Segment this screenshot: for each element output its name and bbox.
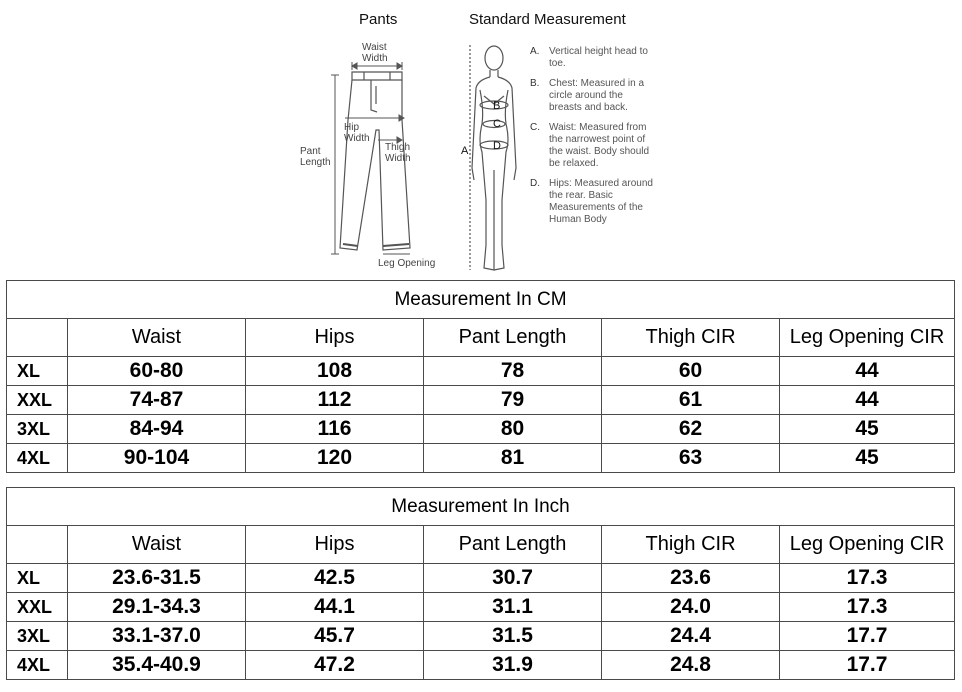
table-caption: Measurement In CM	[7, 281, 955, 319]
column-header	[7, 319, 68, 357]
table-cell: 17.7	[780, 651, 955, 680]
table-cell: 35.4-40.9	[68, 651, 246, 680]
legend-item: A. Vertical height head to toe.	[530, 46, 648, 69]
table-cell: 29.1-34.3	[68, 593, 246, 622]
table-cell: 63	[602, 444, 780, 473]
body-letter-c: C	[493, 118, 501, 130]
size-label: XXL	[7, 386, 68, 415]
table-cell: 116	[246, 415, 424, 444]
table-header-row	[7, 526, 955, 564]
table-cell: 60-80	[68, 357, 246, 386]
table-cell: 45.7	[246, 622, 424, 651]
diagram-illustration	[0, 0, 962, 280]
table-cell: 44	[780, 386, 955, 415]
table-row	[7, 651, 955, 680]
table-cell: 62	[602, 415, 780, 444]
table-cell: 44	[780, 357, 955, 386]
pants-title: Pants	[359, 11, 398, 28]
column-header: Pant Length	[424, 526, 602, 564]
table-cell: 31.9	[424, 651, 602, 680]
table-cell: 74-87	[68, 386, 246, 415]
table-cell: 120	[246, 444, 424, 473]
column-header: Thigh CIR	[602, 526, 780, 564]
hip-width-label: Hip Width	[344, 122, 370, 144]
legend-item: C. Waist: Measured from the narrowest point of the waist. Body should be relaxed.	[530, 122, 650, 169]
column-header: Pant Length	[424, 319, 602, 357]
table-cell: 17.7	[780, 622, 955, 651]
size-label: XXL	[7, 593, 68, 622]
table-cell: 42.5	[246, 564, 424, 593]
table-row	[7, 386, 955, 415]
human-figure	[470, 45, 516, 270]
table-cell: 78	[424, 357, 602, 386]
legend-item: D. Hips: Measured around the rear. Basic Measurements of the Human Body	[530, 178, 653, 225]
table-cell: 80	[424, 415, 602, 444]
table-cell: 60	[602, 357, 780, 386]
column-header: Leg Opening CIR	[780, 526, 955, 564]
table-caption: Measurement In Inch	[7, 488, 955, 526]
legend-item: B. Chest: Measured in a circle around the breasts and back.	[530, 78, 645, 113]
table-row	[7, 593, 955, 622]
table-cell: 30.7	[424, 564, 602, 593]
table-cell: 17.3	[780, 564, 955, 593]
column-header: Hips	[246, 319, 424, 357]
table-row	[7, 444, 955, 473]
size-label: 4XL	[7, 444, 68, 473]
size-label: 3XL	[7, 415, 68, 444]
leg-opening-label: Leg Opening	[378, 258, 436, 269]
table-cell: 84-94	[68, 415, 246, 444]
table-cell: 31.1	[424, 593, 602, 622]
table-cell: 33.1-37.0	[68, 622, 246, 651]
size-label: XL	[7, 357, 68, 386]
waist-width-label: Waist Width	[362, 42, 388, 64]
body-letter-d: D	[493, 140, 501, 152]
table-cell: 45	[780, 444, 955, 473]
table-cell: 31.5	[424, 622, 602, 651]
table-header-row	[7, 319, 955, 357]
size-label: XL	[7, 564, 68, 593]
table-row	[7, 564, 955, 593]
table-row	[7, 415, 955, 444]
body-letter-b: B	[493, 100, 501, 112]
size-label: 3XL	[7, 622, 68, 651]
table-cell: 24.4	[602, 622, 780, 651]
column-header: Leg Opening CIR	[780, 319, 955, 357]
table-row	[7, 622, 955, 651]
table-cell: 47.2	[246, 651, 424, 680]
measurement-legend	[530, 46, 690, 234]
pant-length-label: Pant Length	[300, 146, 331, 168]
table-cell: 23.6	[602, 564, 780, 593]
inch-size-table	[6, 487, 955, 680]
column-header: Waist	[68, 526, 246, 564]
table-cell: 90-104	[68, 444, 246, 473]
measurement-diagram	[0, 0, 962, 280]
table-cell: 23.6-31.5	[68, 564, 246, 593]
table-cell: 112	[246, 386, 424, 415]
cm-size-table	[6, 280, 955, 473]
table-cell: 44.1	[246, 593, 424, 622]
table-caption-row	[7, 488, 955, 526]
size-label: 4XL	[7, 651, 68, 680]
table-cell: 61	[602, 386, 780, 415]
table-cell: 17.3	[780, 593, 955, 622]
standard-measurement-title: Standard Measurement	[469, 11, 626, 28]
table-cell: 108	[246, 357, 424, 386]
body-letter-a: A	[461, 145, 469, 157]
table-cell: 24.0	[602, 593, 780, 622]
table-row	[7, 357, 955, 386]
table-cell: 79	[424, 386, 602, 415]
table-caption-row	[7, 281, 955, 319]
column-header: Thigh CIR	[602, 319, 780, 357]
table-cell: 24.8	[602, 651, 780, 680]
table-cell: 81	[424, 444, 602, 473]
column-header: Hips	[246, 526, 424, 564]
thigh-width-label: Thigh Width	[385, 142, 411, 164]
column-header	[7, 526, 68, 564]
column-header: Waist	[68, 319, 246, 357]
table-cell: 45	[780, 415, 955, 444]
